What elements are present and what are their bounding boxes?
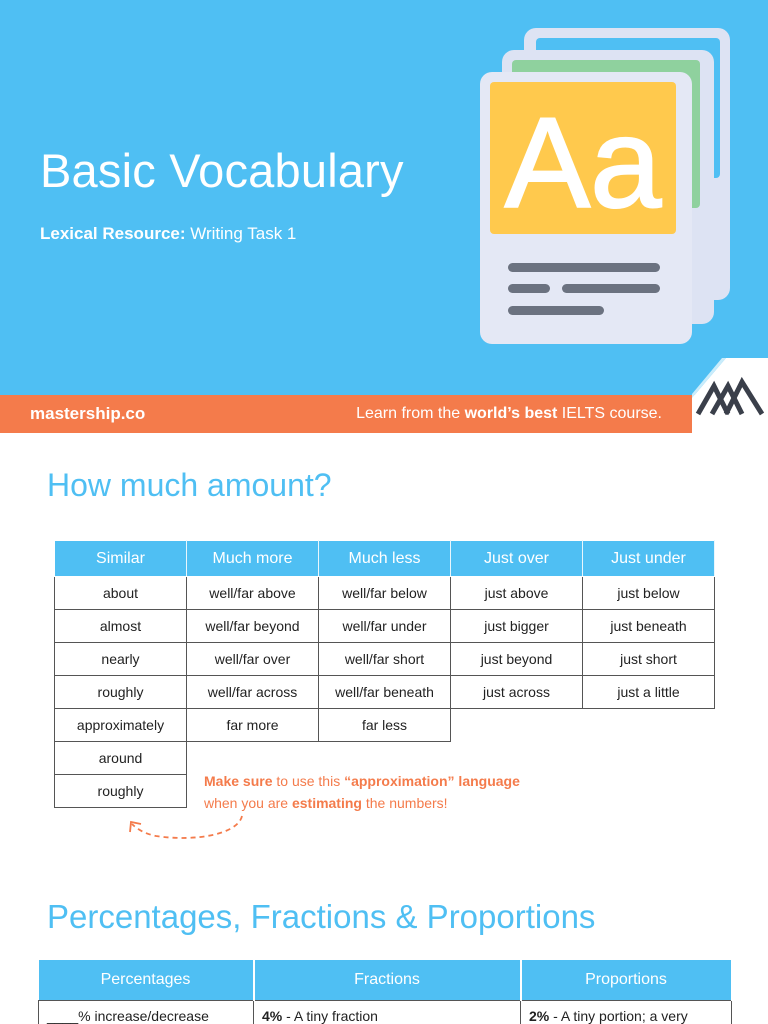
- card-line: [508, 306, 604, 315]
- table-cell: just bigger: [451, 610, 583, 643]
- cell-emphasis: 4%: [262, 1008, 283, 1024]
- table-cell: almost: [55, 610, 187, 643]
- note-text: when you are: [204, 795, 292, 811]
- empty-cell: [583, 742, 715, 775]
- table-cell: just beyond: [451, 643, 583, 676]
- table-row: [55, 643, 715, 676]
- tagline-prefix: Learn from the: [356, 405, 465, 422]
- table-row: [55, 676, 715, 709]
- empty-cell: [583, 775, 715, 808]
- flashcards-illustration: [478, 22, 738, 352]
- table-cell: just across: [451, 676, 583, 709]
- section-heading-amount: How much amount?: [47, 467, 332, 503]
- table-cell: just below: [583, 577, 715, 610]
- card-line: [508, 263, 660, 272]
- card-line: [508, 284, 550, 293]
- amount-vocabulary-table: [54, 540, 715, 808]
- mastership-logo-icon[interactable]: [692, 358, 768, 434]
- table-cell: well/far across: [187, 676, 319, 709]
- column-header: Just under: [583, 541, 715, 577]
- empty-cell: [583, 709, 715, 742]
- column-header: Much less: [319, 541, 451, 577]
- table-cell: well/far above: [187, 577, 319, 610]
- column-header: Proportions: [521, 960, 732, 1000]
- table-row: [55, 709, 715, 742]
- note-emphasis: “approximation” language: [344, 773, 520, 789]
- hero-banner: [0, 0, 768, 395]
- table-row: [39, 1000, 732, 1024]
- card-line: [562, 284, 660, 293]
- column-header: Percentages: [39, 960, 254, 1000]
- column-header: Much more: [187, 541, 319, 577]
- table-cell: around: [55, 742, 187, 775]
- table-cell: just beneath: [583, 610, 715, 643]
- section-heading-percentages: Percentages, Fractions & Proportions: [47, 898, 596, 935]
- approximation-note: [204, 770, 520, 814]
- table-cell: roughly: [55, 676, 187, 709]
- table-cell: well/far short: [319, 643, 451, 676]
- note-text: the numbers!: [361, 795, 448, 811]
- note-text: to use this: [272, 773, 345, 789]
- table-cell: nearly: [55, 643, 187, 676]
- table-row: [55, 577, 715, 610]
- table-header-row: [39, 960, 732, 1000]
- promo-band: [0, 395, 692, 433]
- subtitle-label: Lexical Resource:: [40, 224, 186, 243]
- column-header: Similar: [55, 541, 187, 577]
- table-cell: just a little: [583, 676, 715, 709]
- table-cell: [521, 1000, 732, 1024]
- table-cell: ____% increase/decrease: [39, 1000, 254, 1024]
- site-link[interactable]: mastership.co: [30, 404, 146, 423]
- page-title: Basic Vocabulary: [40, 144, 404, 197]
- table-cell: well/far below: [319, 577, 451, 610]
- table-cell: roughly: [55, 775, 187, 808]
- tagline-suffix: IELTS course.: [557, 405, 662, 422]
- percentages-table: [38, 960, 733, 1024]
- table-cell: well/far over: [187, 643, 319, 676]
- empty-cell: [451, 709, 583, 742]
- table-cell: well/far under: [319, 610, 451, 643]
- table-row: [55, 610, 715, 643]
- table-cell: just short: [583, 643, 715, 676]
- tagline: [356, 405, 662, 423]
- subtitle-text: Writing Task 1: [185, 224, 297, 243]
- note-emphasis: Make sure: [204, 773, 273, 789]
- card-letters: Aa: [504, 92, 662, 235]
- page-subtitle: [40, 224, 296, 244]
- table-cell: approximately: [55, 709, 187, 742]
- tagline-emphasis: world’s best: [464, 405, 558, 422]
- table-cell: far more: [187, 709, 319, 742]
- table-cell: about: [55, 577, 187, 610]
- cell-text: - A tiny fraction: [282, 1008, 378, 1024]
- cell-text: - A tiny portion; a very: [549, 1008, 688, 1024]
- cell-emphasis: 2%: [529, 1008, 550, 1024]
- table-cell: [254, 1000, 521, 1024]
- table-cell: just above: [451, 577, 583, 610]
- table-cell: far less: [319, 709, 451, 742]
- table-cell: well/far beyond: [187, 610, 319, 643]
- curved-arrow-icon: [126, 812, 256, 844]
- note-emphasis: estimating: [291, 795, 362, 811]
- table-header-row: [55, 541, 715, 577]
- column-header: Just over: [451, 541, 583, 577]
- column-header: Fractions: [254, 960, 521, 1000]
- table-cell: well/far beneath: [319, 676, 451, 709]
